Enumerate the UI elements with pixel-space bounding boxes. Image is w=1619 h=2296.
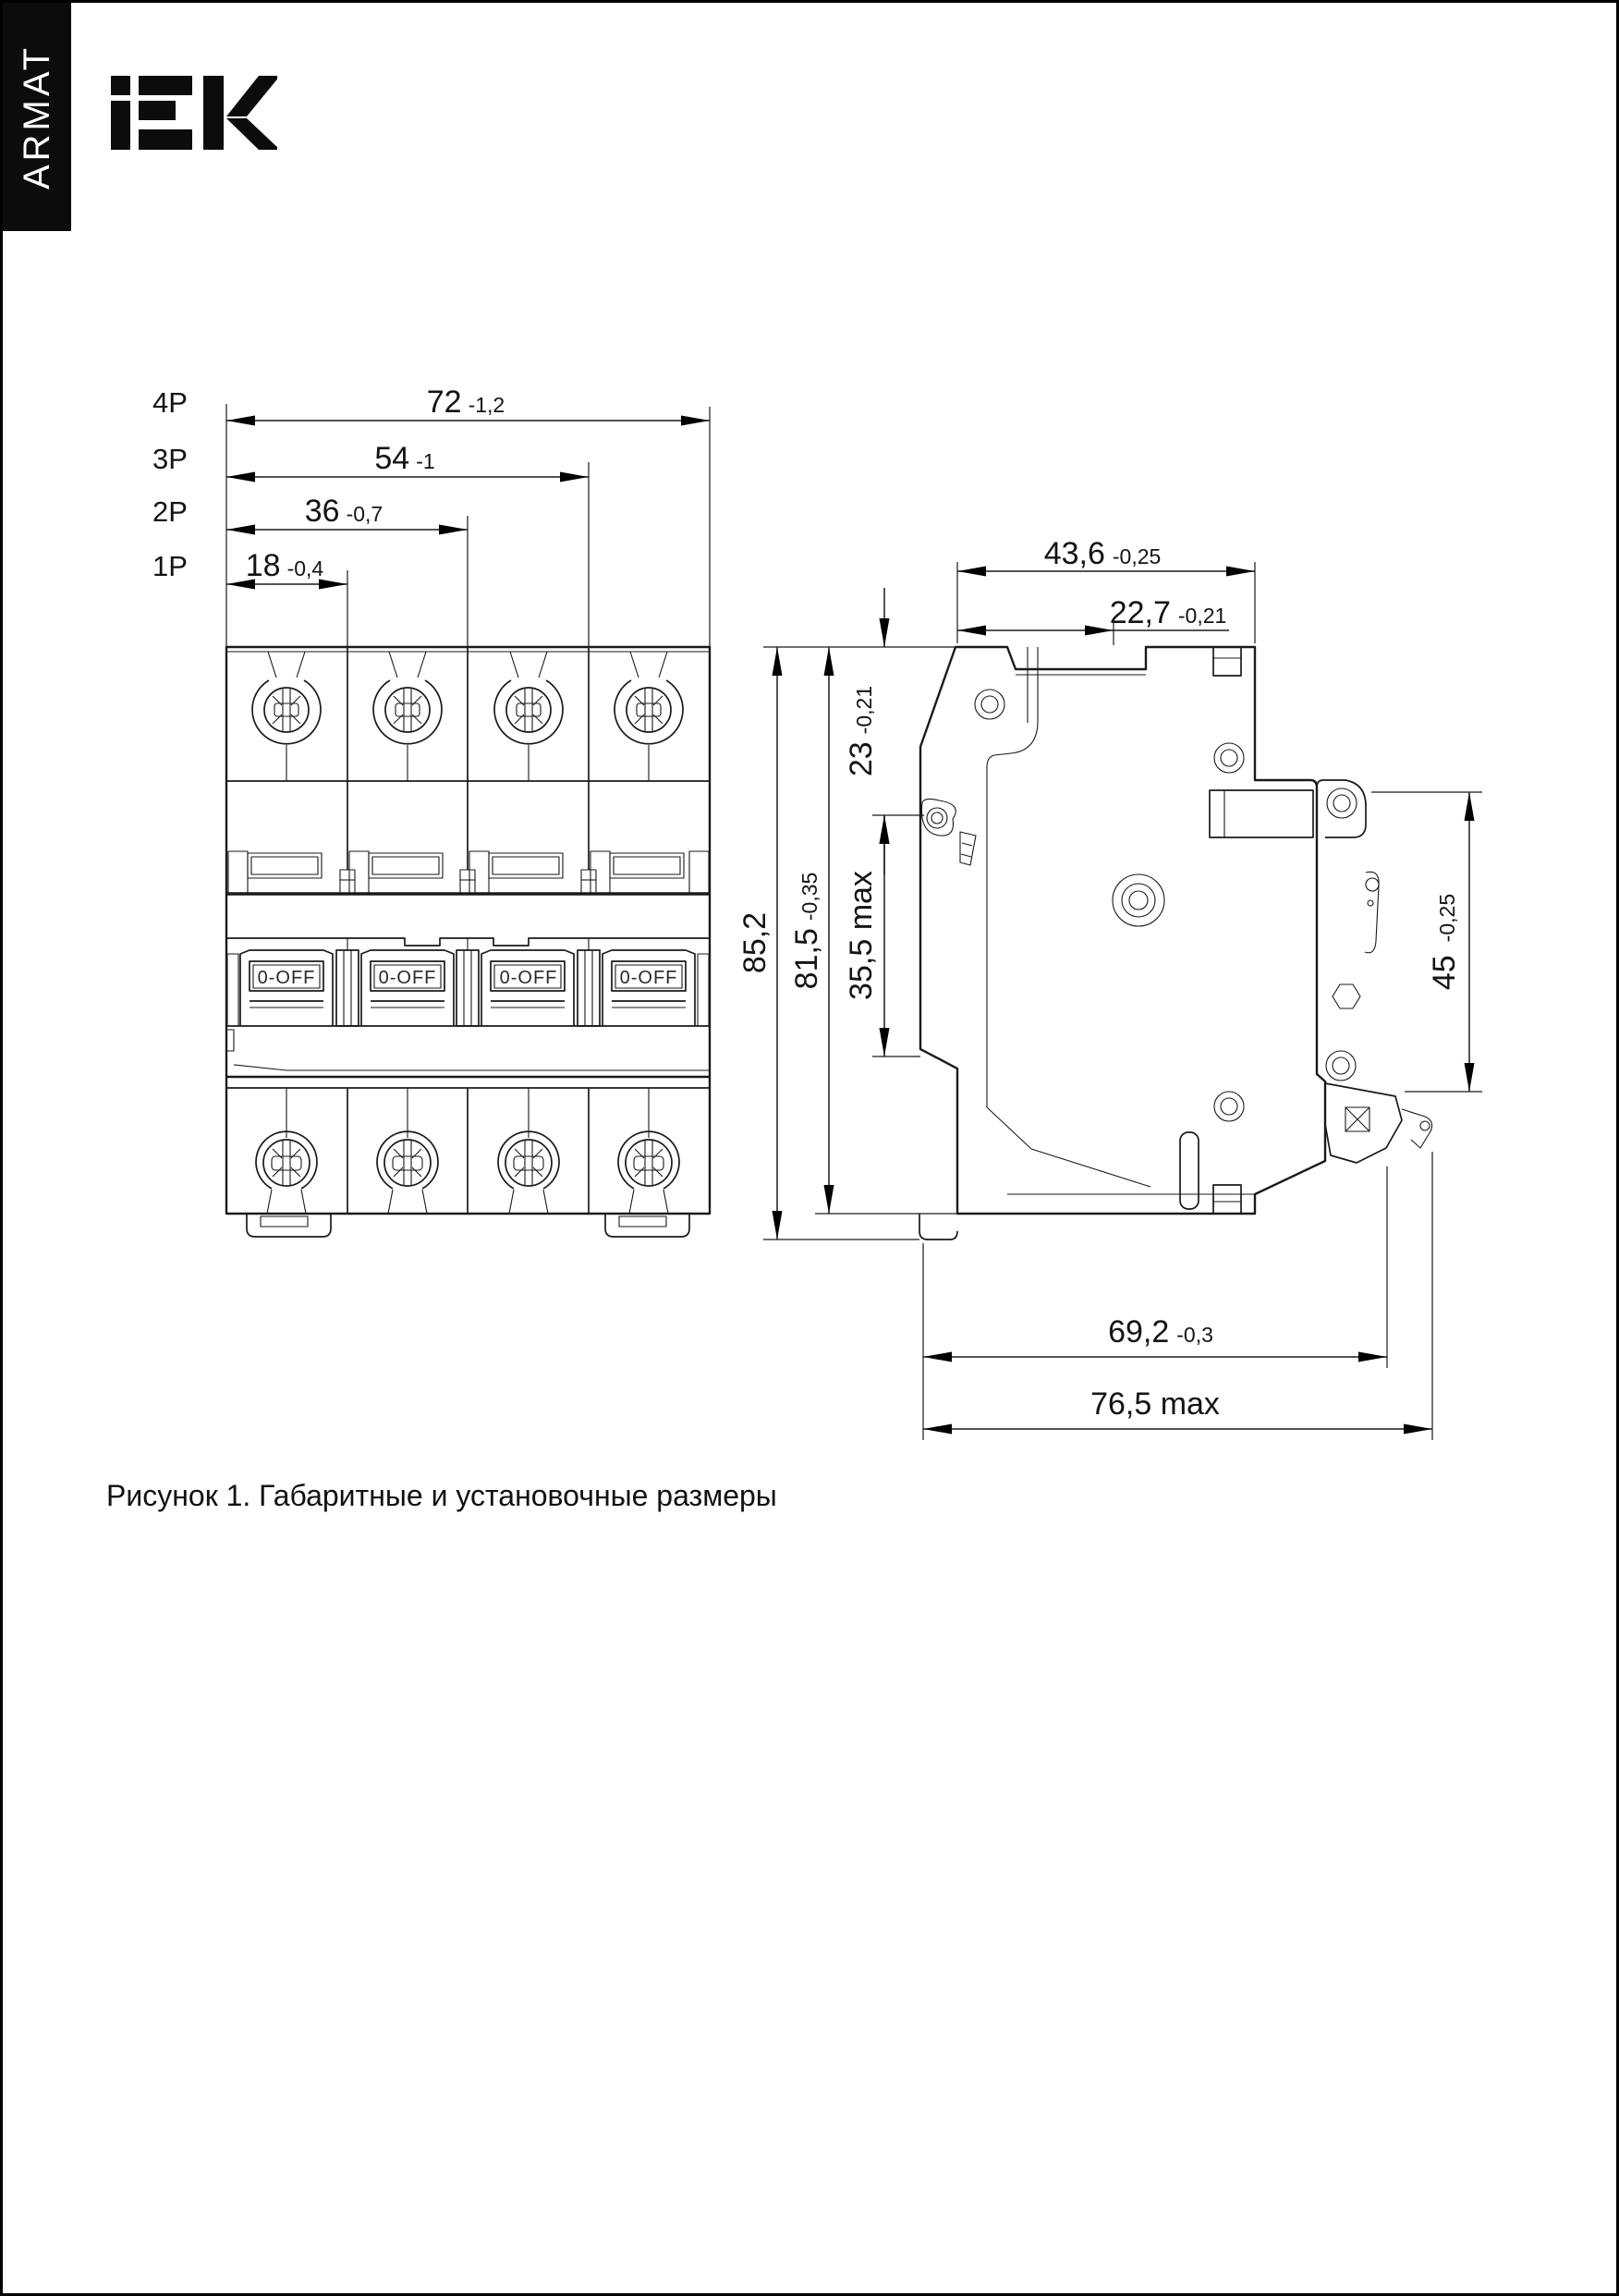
figure-caption: Рисунок 1. Габаритные и установочные размеры (106, 1479, 777, 1512)
dim-width-terminal (957, 595, 1229, 645)
hex-hole (1333, 984, 1360, 1008)
dim-4p (152, 385, 710, 426)
din-feet (247, 1214, 689, 1237)
side-view (919, 647, 1432, 1240)
svg-text:23-0,21: 23-0,21 (844, 685, 879, 777)
svg-text:81,5-0,35: 81,5-0,35 (789, 872, 824, 990)
armat-series-band (3, 3, 71, 231)
dim-front-depth (844, 815, 890, 1056)
svg-text:22,7-0,21: 22,7 -0,21 (1109, 595, 1227, 630)
iek-logo (111, 76, 277, 150)
busbar-clips (228, 851, 709, 894)
toggle-label: 0-OFF (499, 968, 558, 988)
armat-label: ARMAT (16, 43, 57, 190)
toggle-handle (481, 950, 574, 1026)
side-dimensions (737, 536, 1482, 1440)
fixing-clip (960, 832, 976, 865)
pole-width-dimensions (152, 385, 710, 647)
toggle-handles (227, 950, 709, 1026)
svg-text:18-0,4: 18 -0,4 (245, 548, 324, 583)
dim-1p (152, 548, 347, 590)
svg-text:72-1,2: 72 -1,2 (426, 385, 505, 420)
svg-text:85,2: 85,2 (737, 911, 773, 974)
din-latch (1325, 1083, 1432, 1163)
iek-logo-glyphs (111, 76, 277, 150)
svg-text:54-1: 54 -1 (374, 441, 435, 476)
dim-width-max (923, 1152, 1432, 1440)
toggle-handle (240, 950, 333, 1026)
front-view (226, 647, 710, 1237)
pole-label: 1P (152, 550, 188, 582)
svg-text:45-0,25: 45-0,25 (1427, 893, 1462, 991)
dim-din-height (1371, 792, 1482, 1092)
toggle-handle (603, 950, 695, 1026)
side-foot (919, 1214, 957, 1240)
dim-2p (152, 494, 468, 535)
svg-text:43,6-0,25: 43,6 -0,25 (1043, 536, 1162, 571)
toggle-handle (361, 950, 454, 1026)
pole-label: 2P (152, 495, 188, 528)
toggle-label: 0-OFF (257, 968, 316, 988)
svg-text:76,5 max: 76,5 max (1090, 1386, 1220, 1422)
trip-lever (1365, 872, 1379, 953)
toggle-label: 0-OFF (378, 968, 437, 988)
toggle-label: 0-OFF (619, 968, 678, 988)
dimensional-drawing (0, 351, 1619, 1451)
dim-height-overall (737, 647, 783, 1240)
pole-label: 3P (152, 443, 188, 475)
module-separators (347, 647, 589, 1214)
svg-text:36-0,7: 36 -0,7 (304, 494, 383, 529)
svg-text:69,2-0,3: 69,2 -0,3 (1108, 1314, 1213, 1350)
dim-height-body (789, 647, 834, 1214)
svg-text:35,5 max: 35,5 max (844, 871, 879, 1000)
pole-label: 4P (152, 386, 188, 419)
dim-3p (152, 441, 589, 482)
